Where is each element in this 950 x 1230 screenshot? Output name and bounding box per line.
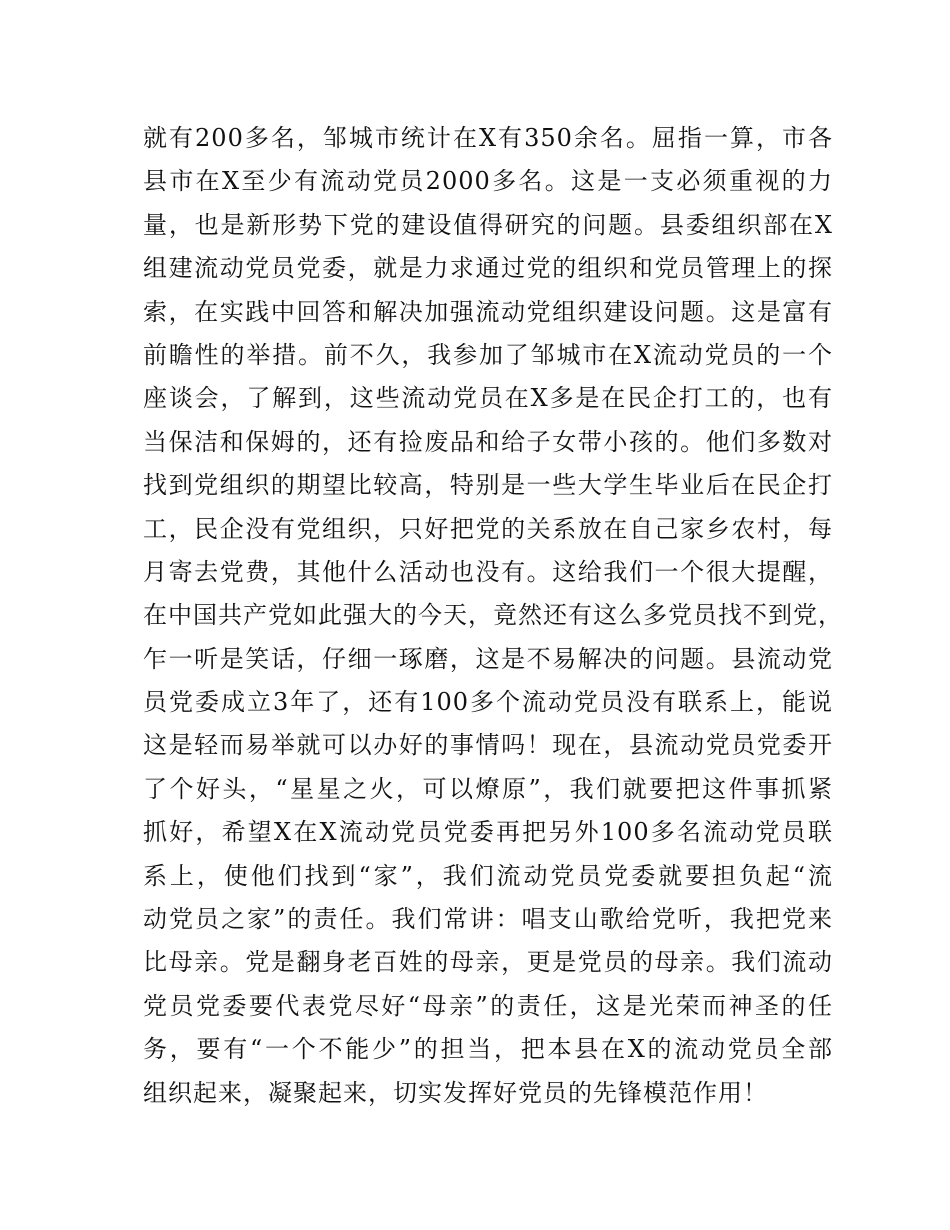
- text-line: 索，在实践中回答和解决加强流动党组织建设问题。这是富有: [143, 297, 833, 326]
- text-line: 前瞻性的举措。前不久，我参加了邹城市在X流动党员的一个: [143, 340, 833, 369]
- text-line: 工，民企没有党组织，只好把党的关系放在自己家乡农村，每: [143, 514, 833, 543]
- text-line: 量，也是新形势下党的建设值得研究的问题。县委组织部在X: [143, 210, 833, 239]
- text-line: 找到党组织的期望比较高，特别是一些大学生毕业后在民企打: [143, 471, 833, 500]
- text-line: 座谈会，了解到，这些流动党员在X多是在民企打工的，也有: [143, 384, 833, 413]
- text-line: 乍一听是笑话，仔细一琢磨，这是不易解决的问题。县流动党: [143, 644, 833, 673]
- text-line: 员党委成立3年了，还有100多个流动党员没有联系上，能说: [143, 688, 833, 717]
- text-line-last: 组织起来，凝聚起来，切实发挥好党员的先锋模范作用！: [143, 1078, 768, 1107]
- text-line: 这是轻而易举就可以办好的事情吗！现在，县流动党员党委开: [143, 731, 833, 760]
- text-line: 比母亲。党是翻身老百姓的母亲，更是党员的母亲。我们流动: [143, 948, 833, 977]
- body-text: [143, 117, 843, 1115]
- text-line: 党员党委要代表党尽好“母亲”的责任，这是光荣而神圣的任: [143, 991, 833, 1020]
- text-line: 组建流动党员党委，就是力求通过党的组织和党员管理上的探: [143, 254, 833, 283]
- text-line: 了个好头，“星星之火，可以燎原”，我们就要把这件事抓紧: [143, 774, 833, 803]
- text-line: 在中国共产党如此强大的今天，竟然还有这么多党员找不到党，: [143, 601, 843, 630]
- text-line: 系上，使他们找到“家”，我们流动党员党委就要担负起“流: [143, 861, 833, 890]
- text-line: 就有200多名，邹城市统计在X有350余名。屈指一算，市各: [143, 124, 833, 152]
- text-line: 月寄去党费，其他什么活动也没有。这给我们一个很大提醒，: [143, 557, 833, 586]
- text-line: 抓好，希望X在X流动党员党委再把另外100多名流动党员联: [143, 818, 833, 847]
- text-line: 当保洁和保姆的，还有捡废品和给子女带小孩的。他们多数对: [143, 427, 833, 456]
- text-line: 县市在X至少有流动党员2000多名。这是一支必须重视的力: [143, 167, 833, 196]
- text-line: 动党员之家”的责任。我们常讲：唱支山歌给党听，我把党来: [143, 905, 833, 934]
- text-line: 务，要有“一个不能少”的担当，把本县在X的流动党员全部: [143, 1035, 833, 1064]
